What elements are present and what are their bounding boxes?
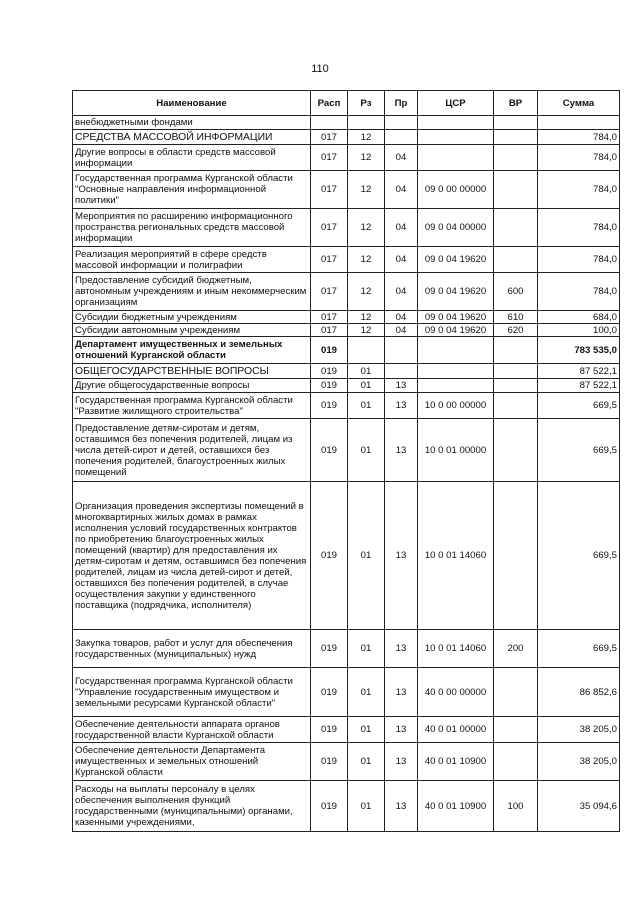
cell-csr: 09 0 00 00000 (418, 171, 494, 209)
table-row (73, 130, 620, 145)
cell-pr: 13 (385, 668, 418, 717)
table-row (73, 311, 620, 324)
cell-vr: 610 (494, 311, 538, 324)
cell-rasp: 019 (311, 379, 348, 393)
table-body (73, 116, 620, 832)
cell-pr: 04 (385, 209, 418, 247)
cell-rasp: 017 (311, 171, 348, 209)
cell-rz: 01 (348, 743, 385, 781)
cell-name: Предоставление детям-сиротам и детям, оставшимся без попечения родителей, лицам из числа детей-сирот и детей, оставшихся без попечения родителей, благоустроенных жилых помещений (73, 419, 311, 482)
table-row (73, 781, 620, 832)
cell-pr: 04 (385, 273, 418, 311)
cell-rasp: 019 (311, 717, 348, 743)
cell-vr (494, 171, 538, 209)
cell-vr: 200 (494, 630, 538, 668)
cell-pr: 04 (385, 324, 418, 337)
cell-csr: 09 0 04 19620 (418, 273, 494, 311)
cell-sum: 784,0 (538, 273, 620, 311)
cell-pr: 13 (385, 419, 418, 482)
cell-pr (385, 337, 418, 364)
cell-sum: 38 205,0 (538, 743, 620, 781)
cell-name: Мероприятия по расширению информационного пространства региональных средств массовой информации (73, 209, 311, 247)
cell-vr (494, 379, 538, 393)
cell-sum: 784,0 (538, 130, 620, 145)
header-sum: Сумма (538, 91, 620, 116)
cell-rz: 12 (348, 130, 385, 145)
cell-csr (418, 130, 494, 145)
cell-pr: 13 (385, 781, 418, 832)
header-csr: ЦСР (418, 91, 494, 116)
table-header-row (73, 91, 620, 116)
cell-vr (494, 337, 538, 364)
table-row (73, 145, 620, 171)
cell-vr (494, 209, 538, 247)
cell-vr (494, 247, 538, 273)
cell-rz: 01 (348, 717, 385, 743)
cell-csr (418, 116, 494, 130)
table-row (73, 717, 620, 743)
cell-name: Государственная программа Курганской области "Управление государственным имуществом и земельными ресурсами Курганской области" (73, 668, 311, 717)
cell-sum: 684,0 (538, 311, 620, 324)
cell-rasp: 017 (311, 145, 348, 171)
cell-rasp: 019 (311, 668, 348, 717)
cell-sum: 669,5 (538, 419, 620, 482)
cell-name: Департамент имущественных и земельных отношений Курганской области (73, 337, 311, 364)
table-row (73, 743, 620, 781)
cell-name: Субсидии автономным учреждениям (73, 324, 311, 337)
cell-csr: 10 0 01 14060 (418, 630, 494, 668)
cell-pr: 13 (385, 393, 418, 419)
table-row (73, 379, 620, 393)
cell-rz: 12 (348, 273, 385, 311)
cell-sum: 669,5 (538, 482, 620, 630)
cell-rasp: 019 (311, 743, 348, 781)
table-row (73, 324, 620, 337)
cell-rasp: 017 (311, 273, 348, 311)
cell-name: Закупка товаров, работ и услуг для обеспечения государственных (муниципальных) нужд (73, 630, 311, 668)
table-row (73, 247, 620, 273)
table-row (73, 482, 620, 630)
cell-sum: 669,5 (538, 630, 620, 668)
cell-pr: 13 (385, 482, 418, 630)
cell-pr: 13 (385, 630, 418, 668)
header-pr: Пр (385, 91, 418, 116)
cell-sum: 35 094,6 (538, 781, 620, 832)
cell-name: ОБЩЕГОСУДАРСТВЕННЫЕ ВОПРОСЫ (73, 364, 311, 379)
cell-pr (385, 364, 418, 379)
cell-sum: 669,5 (538, 393, 620, 419)
table-row (73, 419, 620, 482)
cell-pr (385, 130, 418, 145)
cell-sum: 38 205,0 (538, 717, 620, 743)
cell-vr (494, 116, 538, 130)
table-row (73, 273, 620, 311)
cell-csr: 40 0 01 10900 (418, 781, 494, 832)
cell-name: Предоставление субсидий бюджетным, автономным учреждениям и иным некоммерческим организациям (73, 273, 311, 311)
cell-pr: 04 (385, 311, 418, 324)
table-row (73, 668, 620, 717)
cell-vr (494, 393, 538, 419)
cell-rz: 12 (348, 171, 385, 209)
cell-vr (494, 130, 538, 145)
cell-sum: 784,0 (538, 145, 620, 171)
cell-sum: 87 522,1 (538, 364, 620, 379)
cell-rz: 01 (348, 379, 385, 393)
cell-sum: 100,0 (538, 324, 620, 337)
cell-vr: 100 (494, 781, 538, 832)
header-rasp: Расп (311, 91, 348, 116)
cell-pr: 04 (385, 171, 418, 209)
cell-csr: 09 0 04 00000 (418, 209, 494, 247)
cell-rasp (311, 116, 348, 130)
cell-sum (538, 116, 620, 130)
cell-csr (418, 364, 494, 379)
cell-pr: 04 (385, 145, 418, 171)
cell-rz: 01 (348, 668, 385, 717)
cell-rasp: 017 (311, 311, 348, 324)
cell-vr (494, 743, 538, 781)
cell-vr (494, 419, 538, 482)
cell-vr (494, 668, 538, 717)
cell-rz: 12 (348, 324, 385, 337)
cell-rasp: 019 (311, 482, 348, 630)
cell-sum: 784,0 (538, 171, 620, 209)
cell-vr (494, 717, 538, 743)
cell-rasp: 019 (311, 393, 348, 419)
cell-csr: 40 0 01 10900 (418, 743, 494, 781)
cell-rz: 12 (348, 247, 385, 273)
cell-csr: 09 0 04 19620 (418, 311, 494, 324)
cell-rasp: 019 (311, 337, 348, 364)
cell-rz: 01 (348, 419, 385, 482)
cell-rz (348, 116, 385, 130)
cell-csr: 40 0 00 00000 (418, 668, 494, 717)
cell-rz (348, 337, 385, 364)
cell-sum: 783 535,0 (538, 337, 620, 364)
cell-vr: 600 (494, 273, 538, 311)
cell-rasp: 019 (311, 364, 348, 379)
cell-name: Другие вопросы в области средств массовой информации (73, 145, 311, 171)
cell-csr: 40 0 01 00000 (418, 717, 494, 743)
cell-rasp: 019 (311, 419, 348, 482)
cell-name: СРЕДСТВА МАССОВОЙ ИНФОРМАЦИИ (73, 130, 311, 145)
header-rz: Рз (348, 91, 385, 116)
cell-csr (418, 337, 494, 364)
table-row (73, 337, 620, 364)
cell-pr (385, 116, 418, 130)
cell-rz: 01 (348, 364, 385, 379)
cell-csr (418, 145, 494, 171)
cell-rz: 01 (348, 630, 385, 668)
cell-name: Организация проведения экспертизы помещений в многоквартирных жилых домах в рамках исполнения условий государственных контрактов по приобретению благоустроенных жилых помещений (квартир) для предоставления их детям-сиротам и детям, оставшимся без попечения родителей, лицам из числа детей-сирот и детей, оставшихся без попечения родителей, в случае осуществления закупки у единственного поставщика (подрядчика, исполнителя) (73, 482, 311, 630)
cell-rz: 12 (348, 145, 385, 171)
cell-rz: 12 (348, 209, 385, 247)
cell-csr: 10 0 00 00000 (418, 393, 494, 419)
cell-rasp: 019 (311, 781, 348, 832)
cell-rz: 01 (348, 482, 385, 630)
header-vr: ВР (494, 91, 538, 116)
cell-csr: 10 0 01 14060 (418, 482, 494, 630)
cell-name: Обеспечение деятельности аппарата органов государственной власти Курганской области (73, 717, 311, 743)
table-row (73, 393, 620, 419)
cell-pr: 13 (385, 379, 418, 393)
cell-rz: 01 (348, 393, 385, 419)
cell-csr: 10 0 01 00000 (418, 419, 494, 482)
cell-vr (494, 145, 538, 171)
cell-rz: 12 (348, 311, 385, 324)
table-row (73, 116, 620, 130)
cell-vr (494, 482, 538, 630)
cell-rz: 01 (348, 781, 385, 832)
cell-rasp: 017 (311, 130, 348, 145)
cell-vr: 620 (494, 324, 538, 337)
cell-sum: 784,0 (538, 209, 620, 247)
cell-rasp: 017 (311, 247, 348, 273)
cell-pr: 04 (385, 247, 418, 273)
cell-pr: 13 (385, 717, 418, 743)
cell-name: Субсидии бюджетным учреждениям (73, 311, 311, 324)
cell-rasp: 017 (311, 324, 348, 337)
cell-csr: 09 0 04 19620 (418, 247, 494, 273)
cell-sum: 86 852,6 (538, 668, 620, 717)
cell-name: Другие общегосударственные вопросы (73, 379, 311, 393)
cell-csr (418, 379, 494, 393)
table-row (73, 364, 620, 379)
page-number: 110 (311, 63, 329, 75)
cell-pr: 13 (385, 743, 418, 781)
table-row (73, 209, 620, 247)
cell-name: Расходы на выплаты персоналу в целях обеспечения выполнения функций государственными (муниципальными) органами, казенными учреждениями, (73, 781, 311, 832)
cell-name: Реализация мероприятий в сфере средств массовой информации и полиграфии (73, 247, 311, 273)
table-row (73, 630, 620, 668)
cell-sum: 784,0 (538, 247, 620, 273)
cell-sum: 87 522,1 (538, 379, 620, 393)
cell-name: Обеспечение деятельности Департамента имущественных и земельных отношений Курганской области (73, 743, 311, 781)
cell-rasp: 017 (311, 209, 348, 247)
budget-table (72, 90, 620, 832)
cell-csr: 09 0 04 19620 (418, 324, 494, 337)
cell-name: Государственная программа Курганской области "Развитие жилищного строительства" (73, 393, 311, 419)
cell-name: внебюджетными фондами (73, 116, 311, 130)
table-row (73, 171, 620, 209)
cell-name: Государственная программа Курганской области "Основные направления информационной политики" (73, 171, 311, 209)
cell-vr (494, 364, 538, 379)
header-name: Наименование (73, 91, 311, 116)
cell-rasp: 019 (311, 630, 348, 668)
